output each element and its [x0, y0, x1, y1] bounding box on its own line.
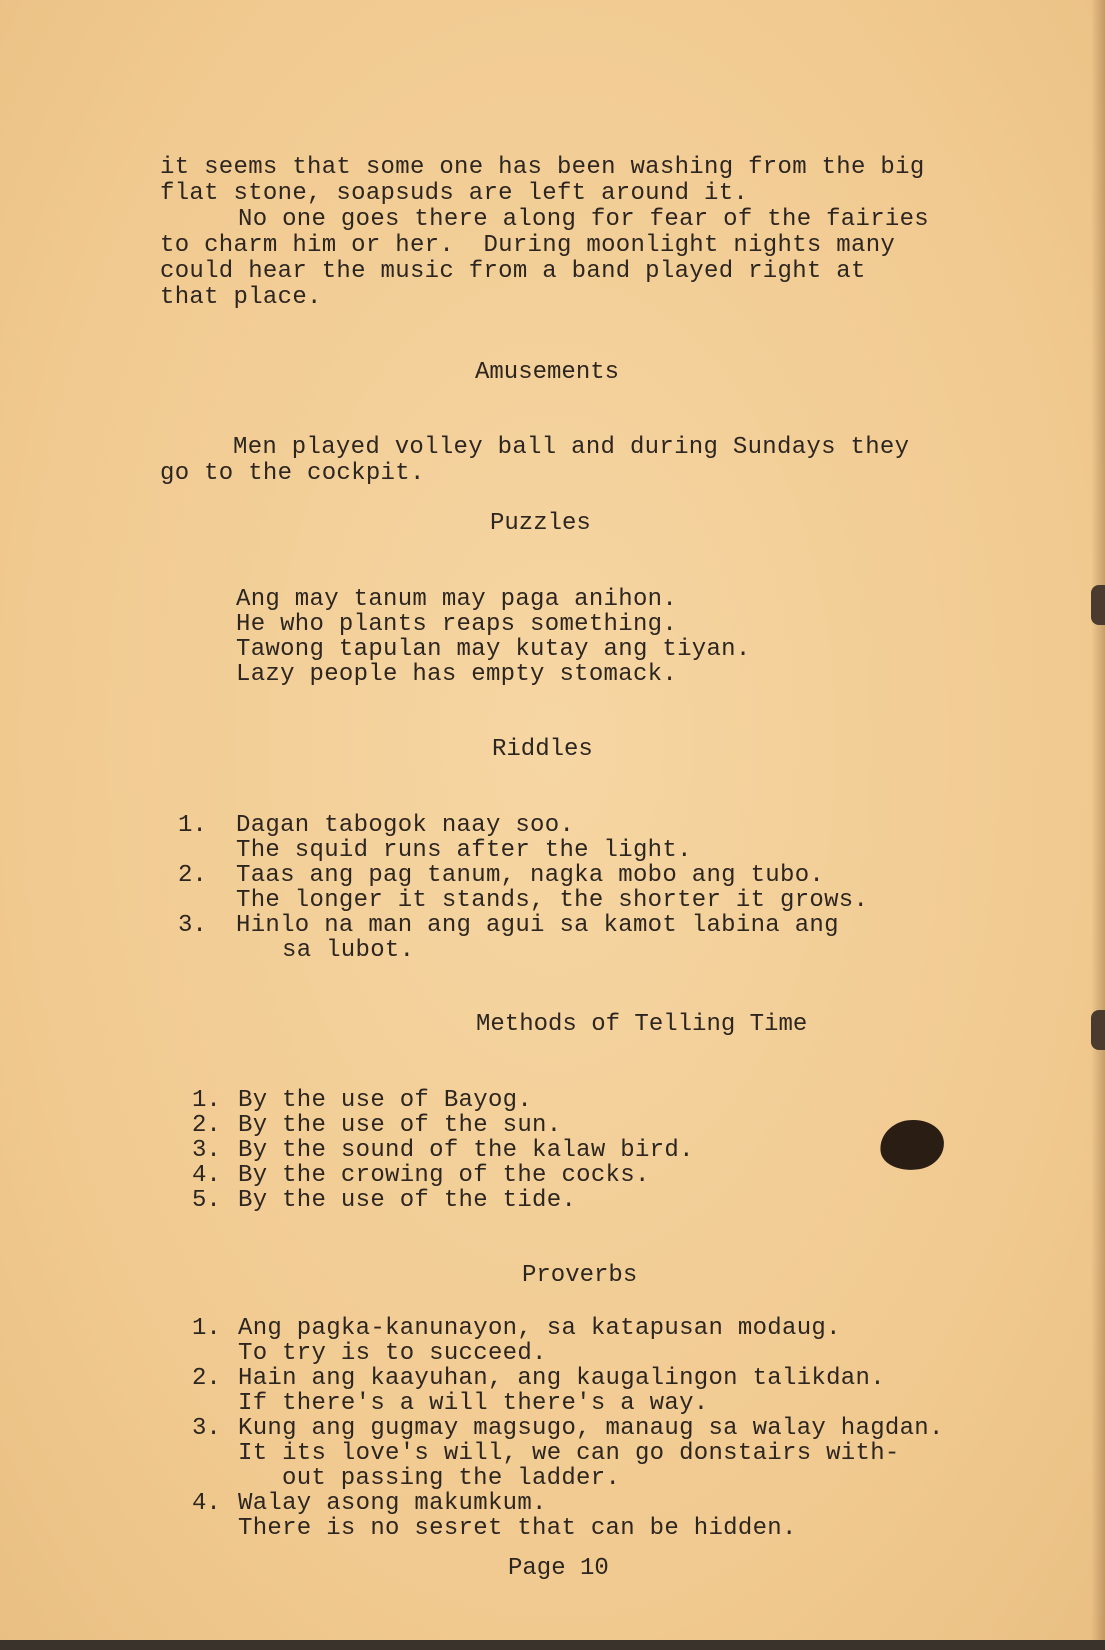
intro-line-4: to charm him or her. During moonlight nights many: [160, 232, 896, 259]
proverb-translation: To try is to succeed.: [238, 1340, 547, 1367]
riddles-heading: Riddles: [492, 736, 593, 763]
amusements-line-1: Men played volley ball and during Sundays they: [233, 434, 910, 461]
riddle-number: 2.: [178, 862, 207, 889]
intro-line-5: could hear the music from a band played right at: [160, 258, 866, 285]
riddle-line-continued: sa lubot.: [282, 937, 415, 964]
riddle-number: 3.: [178, 912, 207, 939]
proverb-translation: It its love's will, we can go donstairs with-: [238, 1440, 900, 1467]
intro-line-1: it seems that some one has been washing from the big: [160, 154, 925, 181]
proverb-line: Ang pagka-kanunayon, sa katapusan modaug.: [238, 1315, 841, 1342]
time-number: 3.: [192, 1137, 221, 1164]
proverb-line: Walay asong makumkum.: [238, 1490, 547, 1517]
proverb-translation: There is no sesret that can be hidden.: [238, 1515, 797, 1542]
time-heading: Methods of Telling Time: [476, 1011, 808, 1038]
time-number: 5.: [192, 1187, 221, 1214]
time-number: 4.: [192, 1162, 221, 1189]
proverb-line: Hain ang kaayuhan, ang kaugalingon talikdan.: [238, 1365, 885, 1392]
puzzle-line: He who plants reaps something.: [236, 611, 678, 638]
time-item: By the crowing of the cocks.: [238, 1162, 650, 1189]
puzzle-line: Tawong tapulan may kutay ang tiyan.: [236, 636, 751, 663]
intro-line-6: that place.: [160, 284, 322, 311]
riddle-line: Taas ang pag tanum, nagka mobo ang tubo.: [236, 862, 825, 889]
amusements-heading: Amusements: [475, 359, 620, 386]
puzzle-line: Lazy people has empty stomack.: [236, 661, 678, 688]
riddle-line: Dagan tabogok naay soo.: [236, 812, 575, 839]
intro-line-3: No one goes there along for fear of the fairies: [238, 206, 930, 233]
amusements-line-2: go to the cockpit.: [160, 460, 425, 487]
time-number: 2.: [192, 1112, 221, 1139]
binding-tab: [1091, 585, 1105, 625]
proverb-number: 4.: [192, 1490, 221, 1517]
riddle-answer: The squid runs after the light.: [236, 837, 692, 864]
puzzles-heading: Puzzles: [490, 510, 591, 537]
proverb-line: Kung ang gugmay magsugo, manaug sa walay hagdan.: [238, 1415, 944, 1442]
time-item: By the sound of the kalaw bird.: [238, 1137, 694, 1164]
proverb-number: 2.: [192, 1365, 221, 1392]
riddle-number: 1.: [178, 812, 207, 839]
time-item: By the use of Bayog.: [238, 1087, 533, 1114]
riddle-answer: The longer it stands, the shorter it grows.: [236, 887, 869, 914]
binding-tab: [1091, 1010, 1105, 1050]
proverb-number: 1.: [192, 1315, 221, 1342]
time-item: By the use of the tide.: [238, 1187, 577, 1214]
riddle-line: Hinlo na man ang agui sa kamot labina ang: [236, 912, 839, 939]
ink-blot: [877, 1116, 947, 1174]
page-number: Page 10: [508, 1555, 609, 1582]
bottom-edge: [0, 1640, 1105, 1650]
page-edge-shadow: [1091, 0, 1105, 1650]
time-item: By the use of the sun.: [238, 1112, 562, 1139]
proverb-translation: If there's a will there's a way.: [238, 1390, 709, 1417]
proverbs-heading: Proverbs: [522, 1262, 638, 1289]
proverb-translation-continued: out passing the ladder.: [282, 1465, 621, 1492]
time-number: 1.: [192, 1087, 221, 1114]
puzzle-line: Ang may tanum may paga anihon.: [236, 586, 678, 613]
intro-line-2: flat stone, soapsuds are left around it.: [160, 180, 749, 207]
proverb-number: 3.: [192, 1415, 221, 1442]
